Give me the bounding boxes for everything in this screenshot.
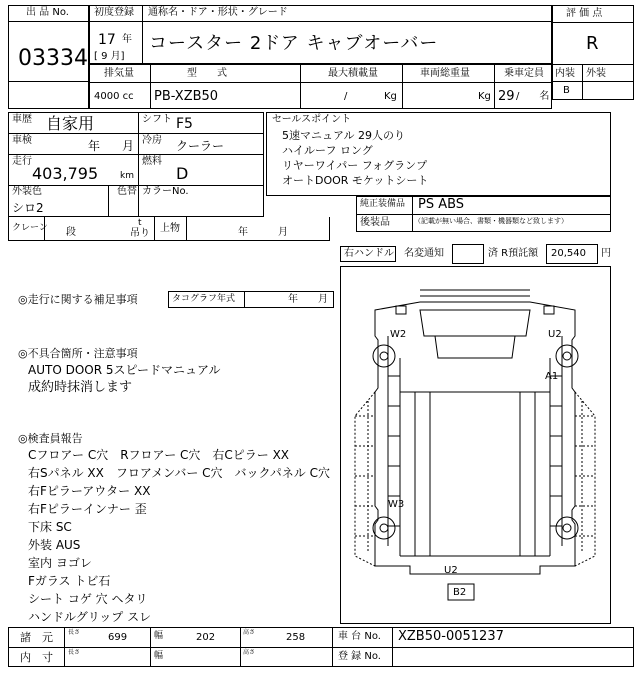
mileage-label: 走行 — [12, 156, 32, 167]
inspector-line-2: 右Sパネル XX フロアメンバー C穴 バックパネル C穴 — [28, 466, 330, 480]
inspector-line-10: ハンドルグリップ スレ — [28, 610, 152, 624]
gross-weight-unit: Kg — [478, 91, 491, 102]
inspection-year: 年 — [88, 139, 101, 153]
in-length-label: 長さ — [68, 649, 81, 656]
diagram-mark-u2-bottom: U2 — [444, 565, 458, 576]
sales-line-4: オートDOOR モケットシート — [282, 174, 429, 187]
interior-label: 内装 — [555, 68, 575, 79]
sales-label: セールスポイント — [272, 114, 352, 125]
height-value: 258 — [286, 632, 306, 643]
inspector-title: ◎検査員報告 — [18, 432, 83, 445]
ac-value: クーラー — [176, 139, 225, 153]
aftermarket-note: （記載が無い場合、書類・機器類など致します） — [414, 217, 568, 225]
inspector-line-7: 室内 ヨゴレ — [28, 556, 92, 570]
recycle-value: 20,540 — [551, 248, 586, 259]
history-value: 自家用 — [46, 114, 95, 133]
car-name: コースター 2ドア キャブオーバー — [149, 33, 439, 54]
diagram-mark-w3: W3 — [388, 499, 405, 510]
lot-label: 出 品 No. — [26, 7, 69, 18]
crane-hoist: 吊り — [130, 228, 150, 239]
color-label: 外装色 — [12, 186, 42, 197]
mileage-value: 403,795 — [32, 164, 99, 183]
max-load-unit: Kg — [384, 91, 397, 102]
gross-weight-label: 車両総重量 — [420, 68, 470, 79]
defect-title: ◎不具合箇所・注意事項 — [18, 347, 138, 360]
first-reg-label: 初度登録 — [94, 7, 134, 18]
tacho-month: 月 — [318, 294, 328, 305]
diagram-mark-u2-top: U2 — [548, 329, 562, 340]
color-code-label: 色替 — [117, 186, 137, 197]
crane-label: クレーン — [12, 223, 48, 233]
fuel-label: 燃料 — [142, 156, 162, 167]
inspector-line-5: 下床 SC — [28, 520, 72, 534]
diagram-mark-w2: W2 — [390, 329, 407, 340]
score-label: 評 価 点 — [566, 8, 603, 19]
lift-label: 上物 — [160, 223, 180, 234]
score-value: R — [586, 33, 599, 54]
length-value: 699 — [108, 632, 128, 643]
tacho-label: タコグラフ年式 — [172, 294, 236, 304]
capacity-label: 乗車定員 — [504, 68, 544, 79]
lift-year: 年 — [238, 227, 248, 238]
in-width-label: 幅 — [154, 651, 164, 661]
inspection-label: 車検 — [12, 135, 32, 146]
inspector-line-1: Cフロアー C穴 Rフロアー C穴 右Cピラー XX — [28, 448, 290, 462]
color-no-label: カラーNo. — [142, 186, 189, 197]
genuine-value: PS ABS — [418, 197, 465, 212]
interior-dims-label: 内 寸 — [20, 651, 53, 664]
dims-label: 諸 元 — [20, 631, 53, 644]
diagram-mark-a1: A1 — [545, 371, 559, 382]
recycle-label: 済 R預託額 — [488, 248, 539, 259]
height-label: 高さ — [243, 629, 256, 636]
name-label: 通称名・ドア・形状・グレード — [148, 7, 288, 18]
fuel-value: D — [176, 164, 189, 183]
title-notice-box — [452, 244, 484, 264]
first-reg-year: 17 — [98, 32, 116, 48]
shift-label: シフト — [142, 114, 172, 125]
max-load-value: / — [344, 91, 348, 102]
inspector-line-4: 右Fピラーインナー 歪 — [28, 502, 147, 516]
rhd-label: 右ハンドル — [344, 248, 394, 259]
inspector-line-3: 右Fピラーアウター XX — [28, 484, 151, 498]
exterior-label: 外装 — [586, 68, 606, 79]
capacity-unit: / 名 — [516, 91, 550, 102]
color-value: シロ2 — [12, 201, 44, 215]
yen-unit: 円 — [601, 248, 611, 259]
shift-value: F5 — [176, 116, 193, 132]
model-label: 型 式 — [187, 68, 227, 79]
displacement-label: 排気量 — [104, 68, 134, 79]
title-notice-label: 名変通知 — [404, 248, 444, 259]
width-value: 202 — [196, 632, 216, 643]
inspection-month: 月 — [122, 139, 135, 153]
inspector-line-9: シート コゲ 穴 ヘタリ — [28, 592, 148, 606]
interior-grade: B — [563, 85, 570, 96]
length-label: 長さ — [68, 629, 81, 636]
history-label: 車歴 — [12, 114, 32, 125]
in-height-label: 高さ — [243, 649, 256, 656]
chassis-label: 車 台 No. — [338, 631, 381, 642]
lot-number: 03334 — [18, 46, 88, 71]
displacement-value: 4000 cc — [94, 91, 134, 102]
inspector-line-6: 外装 AUS — [28, 538, 81, 552]
sales-line-2: ハイルーフ ロング — [282, 144, 373, 157]
model-code: PB-XZB50 — [154, 89, 219, 104]
driving-title: ◎走行に関する補足事項 — [18, 293, 138, 306]
mileage-unit: km — [120, 171, 134, 181]
crane-t: t — [138, 218, 142, 228]
aftermarket-label: 後装品 — [360, 217, 390, 228]
sales-line-3: リヤーワイパー フォグランプ — [282, 159, 428, 172]
inspector-line-8: Fガラス トビ石 — [28, 574, 111, 588]
capacity-value: 29 — [498, 89, 515, 104]
defect-line-2: 成約時抹消します — [28, 380, 133, 395]
vehicle-diagram — [340, 266, 611, 624]
genuine-label: 純正装備品 — [360, 199, 406, 209]
year-unit: 年 — [122, 34, 132, 45]
defect-line-1: AUTO DOOR 5スピードマニュアル — [28, 363, 221, 377]
crane-steps: 段 — [66, 227, 76, 238]
reg-no-label: 登 録 No. — [338, 651, 381, 662]
lift-month: 月 — [278, 227, 288, 238]
sales-line-1: 5速マニュアル 29人のり — [282, 129, 406, 142]
first-reg-month: [ 9 月] — [94, 51, 125, 62]
width-label: 幅 — [154, 631, 164, 641]
chassis-value: XZB50-0051237 — [398, 629, 504, 644]
ac-label: 冷房 — [142, 135, 162, 146]
tacho-year: 年 — [288, 294, 298, 305]
max-load-label: 最大積載量 — [328, 68, 378, 79]
diagram-mark-b2: B2 — [453, 587, 467, 598]
